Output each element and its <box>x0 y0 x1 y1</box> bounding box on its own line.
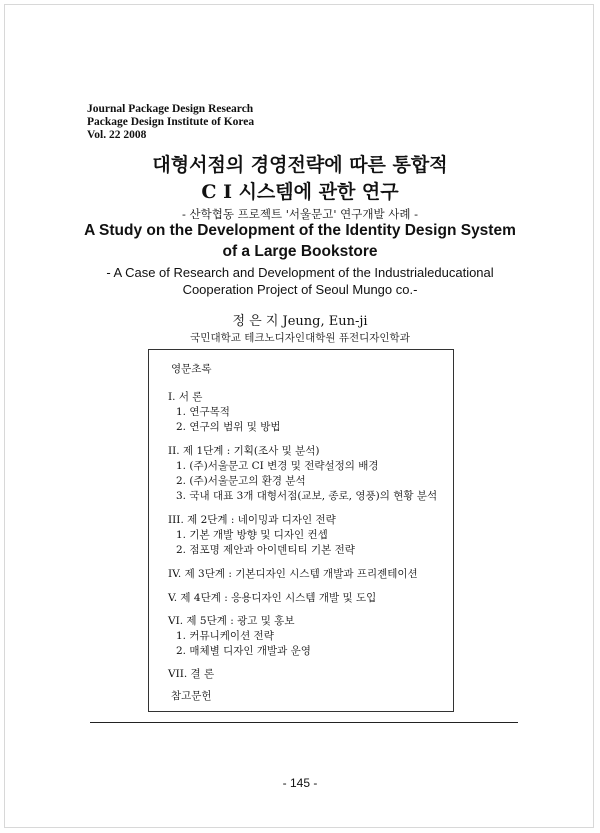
toc-section-7: VII. 결 론 <box>168 668 215 680</box>
toc-item-2-2: 2. (주)서울문고의 환경 분석 <box>176 475 306 487</box>
toc-section-5: V. 제 4단계 : 응용디자인 시스템 개발 및 도입 <box>168 592 377 604</box>
toc-section-6: VI. 제 5단계 : 광고 및 홍보 <box>168 615 295 627</box>
author-affiliation: 국민대학교 테크노디자인대학원 퓨전디자인학과 <box>190 332 410 344</box>
toc-item-3-1: 1. 기본 개발 방향 및 디자인 컨셉 <box>176 529 328 541</box>
toc-abstract: 영문초록 <box>171 363 212 375</box>
journal-info <box>87 103 254 142</box>
toc-item-1-1: 1. 연구목적 <box>176 406 230 418</box>
journal-publisher: Package Design Institute of Korea <box>87 116 255 128</box>
english-subtitle-line2: Cooperation Project of Seoul Mungo co.- <box>182 282 418 297</box>
toc-item-1-2: 2. 연구의 범위 및 방법 <box>176 421 281 433</box>
table-of-contents <box>148 349 454 712</box>
toc-references: 참고문헌 <box>171 690 212 702</box>
toc-item-6-2: 2. 매체별 디자인 개발과 운영 <box>176 645 311 657</box>
page-number: - 145 - <box>282 776 318 790</box>
korean-title-line2: C I 시스템에 관한 연구 <box>201 181 399 203</box>
toc-item-6-1: 1. 커뮤니케이션 전략 <box>176 630 274 642</box>
korean-title-line1: 대형서점의 경영전략에 따른 통합적 <box>152 154 448 176</box>
journal-name: Journal Package Design Research <box>87 103 254 115</box>
toc-item-2-1: 1. (주)서울문고 CI 변경 및 전략설정의 배경 <box>176 460 379 472</box>
journal-volume: Vol. 22 2008 <box>87 129 147 141</box>
toc-section-2: II. 제 1단계 : 기획(조사 및 분석) <box>168 445 320 457</box>
toc-section-3: III. 제 2단계 : 네이밍과 디자인 전략 <box>168 514 336 526</box>
korean-subtitle: - 산학협동 프로젝트 '서울문고' 연구개발 사례 - <box>182 207 418 221</box>
toc-item-2-3: 3. 국내 대표 3개 대형서점(교보, 종로, 영풍)의 현황 분석 <box>176 490 438 502</box>
author-name: 정 은 지 Jeung, Eun-ji <box>232 314 368 329</box>
toc-section-1: I. 서 론 <box>168 391 203 403</box>
footnote-divider <box>90 722 518 723</box>
english-subtitle-line1: - A Case of Research and Development of the Industrialeducational <box>106 265 494 280</box>
english-title-line1: A Study on the Development of the Identity Design System <box>84 222 516 239</box>
toc-section-4: IV. 제 3단계 : 기본디자인 시스템 개발과 프리젠테이션 <box>168 568 418 580</box>
english-title-line2: of a Large Bookstore <box>222 243 378 260</box>
toc-item-3-2: 2. 점포명 제안과 아이덴티티 기본 전략 <box>176 544 355 556</box>
